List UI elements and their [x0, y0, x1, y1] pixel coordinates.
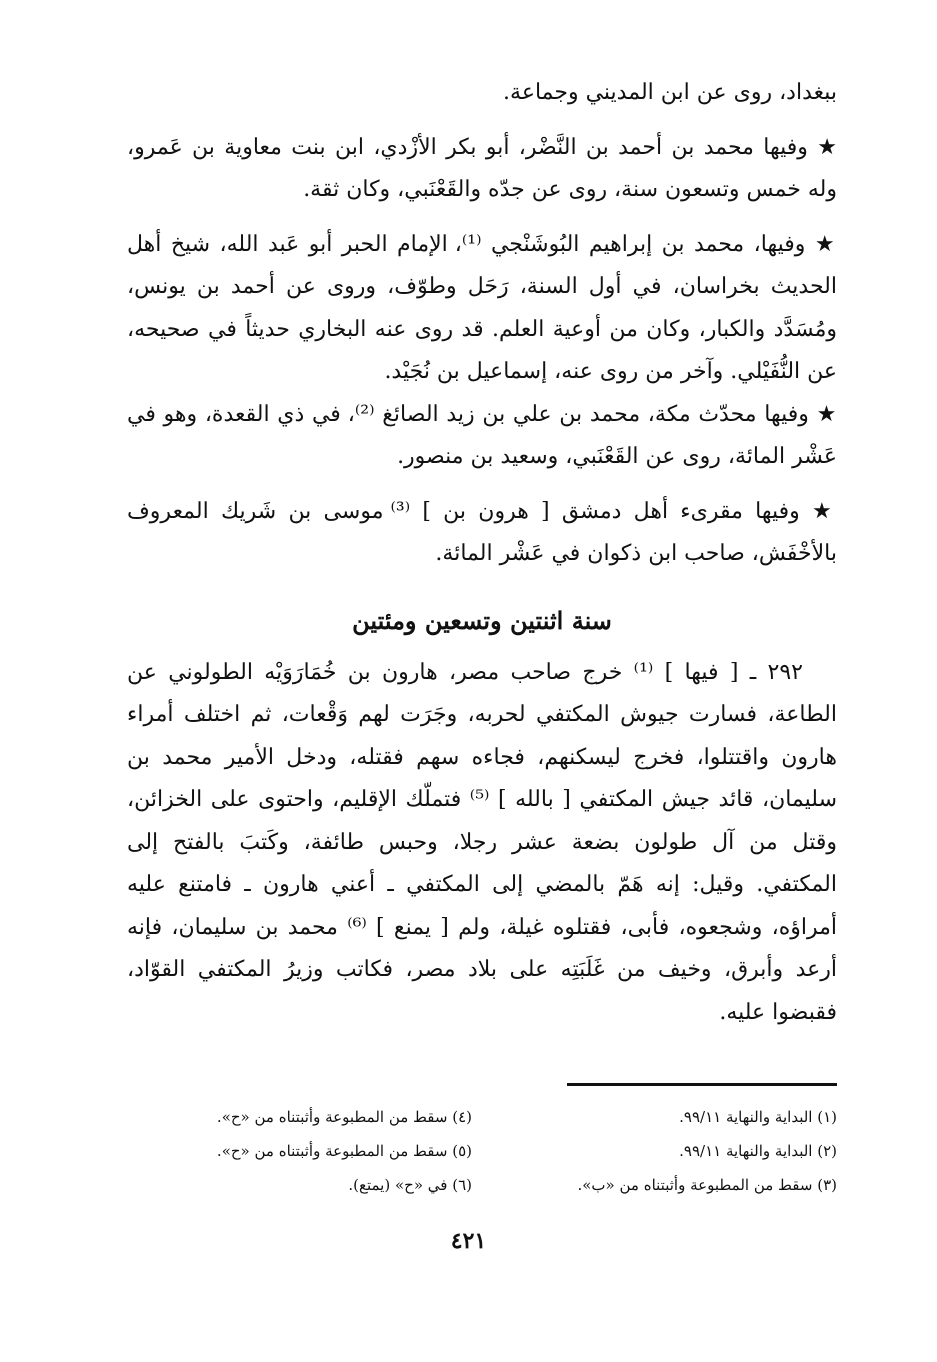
section-heading: سنة اثنتين وتسعين ومئتين [352, 605, 612, 635]
paragraph-year-entry: ٢٩٢ ـ [ فيها ] ⁽¹⁾ خرج صاحب مصر، هارون بن خُمَارَوَيْه الطولوني عن الطاعة، فسارت جيوش المكتفي لحربه، وجَرَت لهم وَقْعات، ثم اختلف أمراء هارون واقتتلوا، فخرج ليسكنهم، فجاءه سهم فقتله، ودخل الأمير محمد بن سليمان، قائد جيش المكتفي [ بالله ] ⁽⁵⁾ فتملّك الإقليم، واحتوى على الخزائن، وقتل من آل طولون بضعة عشر رجلا، وحبس طائفة، وكَتبَ بالفتح إلى المكتفي. وقيل: إنه هَمّ بالمضي إلى المكتفي ـ أعني هارون ـ فامتنع عليه أمراؤه، وشجعوه، فأبى، فقتلوه غيلة، ولم [ يمنع ] ⁽⁶⁾ محمد بن سليمان، فإنه أرعد وأبرق، وخيف من غَلَبَتِه على بلاد مصر، فكاتب وزيرُ المكتفي القوّاد، فقبضوا عليه. [127, 659, 837, 1025]
footnotes [127, 1100, 837, 1202]
footnote-divider [567, 1083, 837, 1086]
paragraph-continuation: ببغداد، روى عن ابن المديني وجماعة. [503, 80, 837, 105]
footnote: (١) البداية والنهاية ٩٩/١١. [679, 1108, 837, 1126]
body-text [127, 72, 837, 1034]
footnote: (٣) سقط من المطبوعة وأثبتناه من «ب». [577, 1176, 837, 1194]
page-number: ٤٢١ [450, 1228, 487, 1254]
footnote: (٢) البداية والنهاية ٩٩/١١. [679, 1142, 837, 1160]
paragraph-entry: ★ وفيها محمد بن أحمد بن النَّضْر، أبو بكر الأزْدي، ابن بنت معاوية بن عَمرو، وله خمس وتسعون سنة، روى عن جدّه والقَعْنَبي، وكان ثقة. [127, 134, 837, 202]
footnote: (٤) سقط من المطبوعة وأثبتناه من «ح». [216, 1108, 472, 1126]
footnote: (٥) سقط من المطبوعة وأثبتناه من «ح». [216, 1142, 472, 1160]
paragraph-entry: ★ وفيها محدّث مكة، محمد بن علي بن زيد الصائغ ⁽²⁾، في ذي القعدة، وهو في عَشْر المائة، روى عن القَعْنَبي، وسعيد بن منصور. [127, 401, 837, 469]
paragraph-entry: ★ وفيها مقرىء أهل دمشق [ هرون بن ] ⁽³⁾ موسى بن شَريك المعروف بالأخْفَش، صاحب ابن ذكوان في عَشْر المائة. [127, 498, 837, 566]
footnote: (٦) في «ح» (يمتع). [348, 1176, 472, 1194]
paragraph-entry: ★ وفيها، محمد بن إبراهيم البُوشَنْجي ⁽¹⁾، الإمام الحبر أبو عَبد الله، شيخ أهل الحديث بخراسان، في أول السنة، رَحَل وطوّف، وروى عن أحمد بن يونس، ومُسَدَّد والكبار، وكان من أوعية العلم. قد روى عنه البخاري حديثاً في صحيحه، عن النُّفَيْلي. وآخر من روى عنه، إسماعيل بن نُجَيْد. [127, 231, 837, 384]
